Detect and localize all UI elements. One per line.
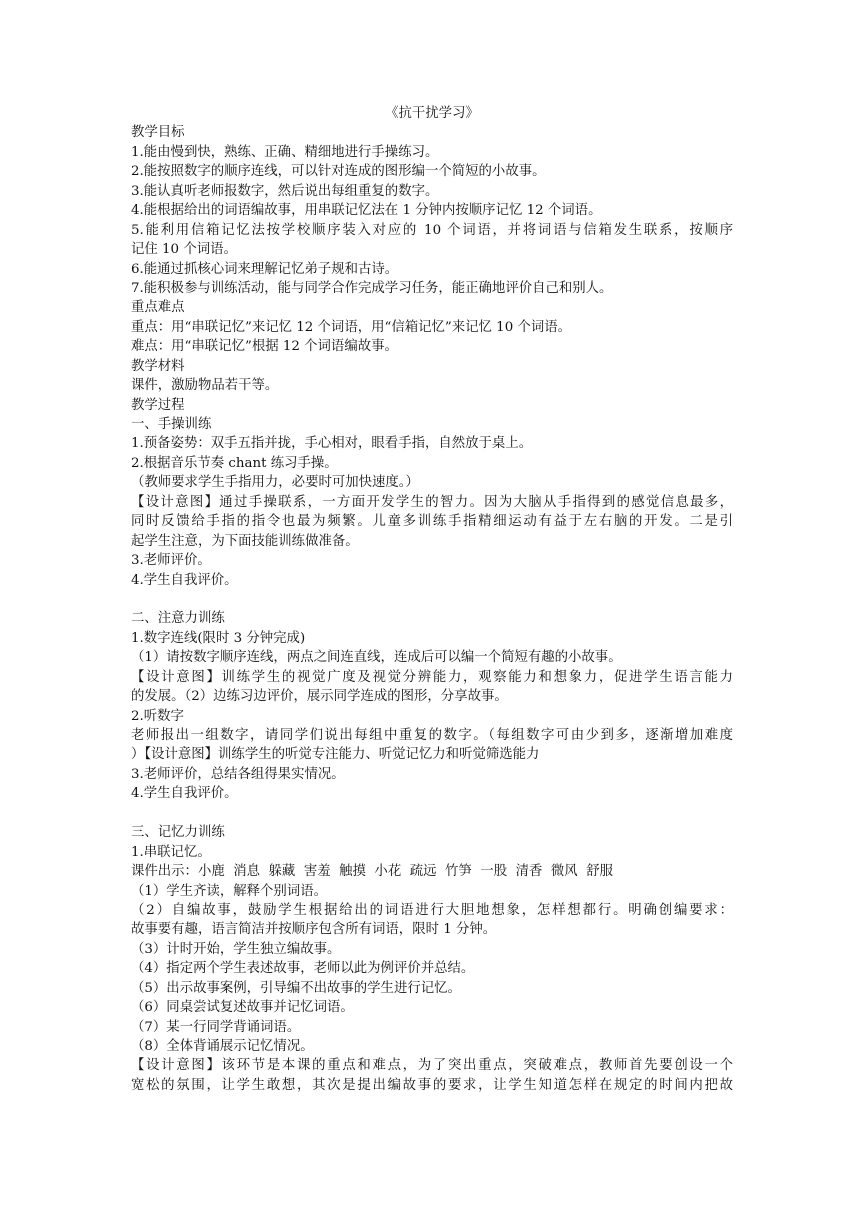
text-line: 教学目标 [131,125,185,141]
text-line: 重点难点 [131,300,185,316]
blank-line [131,804,733,823]
text-line: （3）计时开始，学生独立编故事。 [131,941,341,957]
text-line: 教学材料 [131,358,185,374]
text-line: 4.学生自我评价。 [131,572,238,588]
text-line: 5.能利用信箱记忆法按学校顺序装入对应的 10 个词语，并将词语与信箱发生联系，按顺序 [131,222,733,238]
text-line: 2.根据音乐节奏 chant 练习手操。 [131,455,338,471]
text-line: 记住 10 个词语。 [131,242,237,258]
document-title: 《抗干扰学习》 [385,106,479,121]
text-line: 课件出示：小鹿 消息 躲藏 害羞 触摸 小花 疏远 竹笋 一股 清香 微风 舒服 [131,864,613,880]
text-line: 课件，激励物品若干等。 [131,378,279,394]
text-line: 一、手操训练 [131,417,212,432]
text-line: 重点：用“串联记忆”来记忆 12 个词语，用“信箱记忆”来记忆 10 个词语。 [131,319,572,335]
text-line: （8）全体背诵展示记忆情况。 [131,1039,314,1054]
blank-line [131,590,733,609]
text-line: 6.能通过抓核心词来理解记忆弟子规和古诗。 [131,261,399,277]
text-line: 3.老师评价。 [131,553,211,569]
text-line: 同时反馈给手指的指令也最为频繁。儿童多训练手指精细运动有益于左右脑的开发。二是引 [131,514,733,530]
text-line: 1.预备姿势：双手五指并拢，手心相对，眼看手指，自然放于桌上。 [131,436,533,452]
text-line: 宽松的氛围，让学生敢想，其次是提出编故事的要求，让学生知道怎样在规定的时间内把故 [131,1077,733,1093]
text-line: 【设计意图】通过手操联系，一方面开发学生的智力。因为大脑从手指得到的感觉信息最多， [131,494,733,510]
text-line: 【设计意图】该环节是本课的重点和难点，为了突出重点，突破难点，教师首先要创设一个 [131,1058,733,1074]
text-line: 3.能认真听老师报数字，然后说出每组重复的数字。 [131,183,439,199]
text-line: （1）学生齐读，解释个别词语。 [131,883,327,899]
text-line: 【设计意图】训练学生的视觉广度及视觉分辨能力，观察能力和想象力，促进学生语言能力 [131,669,733,685]
text-line: 故事要有趣，语言简洁并按顺序包含所有词语，限时 1 分钟。 [131,922,497,938]
text-line: （教师要求学生手指用力，必要时可加快速度。） [131,475,419,491]
text-line: 7.能积极参与训练活动，能与同学合作完成学习任务，能正确地评价自己和别人。 [131,280,613,296]
text-line: （4）指定两个学生表述故事，老师以此为例评价并总结。 [131,961,475,977]
text-line: 三、记忆力训练 [131,825,225,841]
text-line: （2）自编故事，鼓励学生根据给出的词语进行大胆地想象，怎样想都行。明确创编要求： [131,902,733,918]
text-line: 二、注意力训练 [131,611,225,627]
text-line: 老师报出一组数字，请同学们说出每组中重复的数字。（每组数字可由少到多，逐渐增加难度 [131,728,733,743]
text-line: （7）某一行同学背诵词语。 [131,1019,301,1035]
text-line: 2.能按照数字的顺序连线，可以针对连成的图形编一个简短的小故事。 [131,164,546,180]
text-line: 教学过程 [131,397,185,413]
text-line: 的发展。（2）边练习边评价，展示同学连成的图形，分享故事。 [131,689,508,705]
text-line: 4.学生自我评价。 [131,786,238,802]
text-line: （5）出示故事案例，引导编不出故事的学生进行记忆。 [131,980,461,996]
text-line: 1.能由慢到快，熟练、正确、精细地进行手操练习。 [131,144,439,160]
text-line: 难点：用“串联记忆”根据 12 个词语编故事。 [131,339,398,355]
text-line: 起学生注意，为下面技能训练做准备。 [131,533,359,549]
text-line: 1.串联记忆。 [131,844,211,860]
text-line: 4.能根据给出的词语编故事，用串联记忆法在 1 分钟内按顺序记忆 12 个词语。 [131,203,602,219]
text-line: ）【设计意图】训练学生的听觉专注能力、听觉记忆力和听觉筛选能力 [131,747,540,763]
text-line: （1）请按数字顺序连线，两点之间连直线，连成后可以编一个简短有趣的小故事。 [131,650,622,666]
text-line: 3.老师评价，总结各组得果实情况。 [131,766,345,782]
text-line: 2.听数字 [131,708,184,724]
text-line: 1.数字连线(限时 3 分钟完成) [131,630,306,646]
document-page [131,104,733,1095]
text-line: （6）同桌尝试复述故事并记忆词语。 [131,1000,354,1016]
